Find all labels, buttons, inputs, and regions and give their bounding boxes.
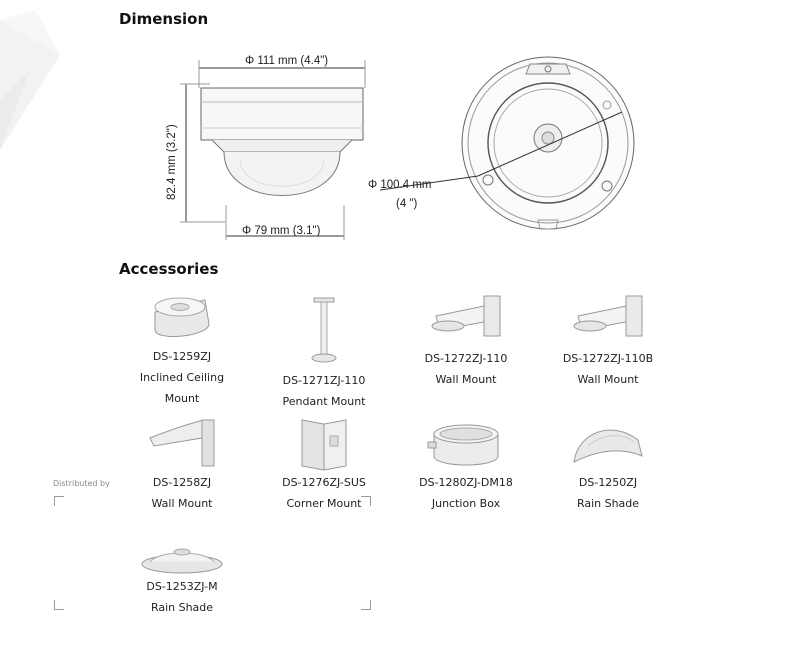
accessory-description: Pendant Mount	[282, 395, 366, 408]
dimension-heading: Dimension	[119, 10, 209, 28]
camera-base-view	[380, 57, 634, 229]
base-diameter-inch-label: (4 ")	[396, 198, 418, 210]
distributor-box-corner-top-left	[54, 496, 64, 506]
junction-box-icon	[426, 416, 506, 472]
accessory-description: Wall Mount	[577, 373, 639, 386]
accessory-item	[112, 290, 252, 409]
accessory-item	[112, 542, 252, 618]
accessory-description: Junction Box	[431, 497, 501, 510]
accessory-model: DS-1276ZJ-SUS	[282, 476, 366, 489]
accessory-item	[254, 416, 394, 514]
accessory-item	[538, 416, 678, 514]
accessory-item	[396, 416, 536, 514]
accessory-description: Wall Mount	[435, 373, 497, 386]
wall-mount-arm-icon	[568, 292, 648, 348]
dimension-drawing	[0, 0, 788, 260]
accessory-model: DS-1272ZJ-110	[424, 352, 508, 365]
accessory-model: DS-1250ZJ	[578, 476, 638, 489]
accessory-item	[112, 416, 252, 514]
top-width-label: Φ 111 mm (4.4")	[245, 55, 329, 67]
accessory-item	[396, 292, 536, 390]
accessory-description: Rain Shade	[150, 601, 214, 614]
accessory-description: Wall Mount	[151, 497, 213, 510]
accessory-model: DS-1271ZJ-110	[282, 374, 366, 387]
wall-mount-icon	[144, 416, 220, 472]
accessory-model: DS-1259ZJ	[152, 350, 212, 363]
accessory-item	[538, 292, 678, 390]
accessories-heading: Accessories	[119, 260, 219, 278]
bottom-width-label: Φ 79 mm (3.1")	[242, 225, 321, 237]
accessory-description: Inclined Ceiling	[139, 371, 225, 384]
accessory-item	[254, 296, 394, 412]
corner-mount-icon	[294, 416, 354, 472]
height-label: 82.4 mm (3.2")	[166, 124, 178, 200]
accessory-description: Rain Shade	[576, 497, 640, 510]
pendant-mount-icon	[304, 296, 344, 366]
rain-shade-flat-icon	[140, 542, 224, 576]
accessory-model: DS-1253ZJ-M	[146, 580, 218, 593]
inclined-ceiling-mount-icon	[147, 290, 217, 346]
accessory-description: Corner Mount	[286, 497, 362, 510]
distributor-box-corner-bottom-right	[361, 600, 371, 610]
accessory-model: DS-1258ZJ	[152, 476, 212, 489]
camera-side-view	[180, 60, 365, 240]
accessory-model: DS-1280ZJ-DM18	[419, 476, 513, 489]
wall-mount-arm-icon	[426, 292, 506, 348]
accessory-model: DS-1272ZJ-110B	[562, 352, 654, 365]
distributor-box-corner-bottom-left	[54, 600, 64, 610]
base-diameter-label: Φ 100.4 mm	[368, 179, 432, 191]
distributor-box-corner-top-right	[361, 496, 371, 506]
rain-shade-icon	[568, 416, 648, 472]
accessory-description: Mount	[164, 392, 200, 405]
distributed-by-label: Distributed by	[53, 479, 110, 488]
